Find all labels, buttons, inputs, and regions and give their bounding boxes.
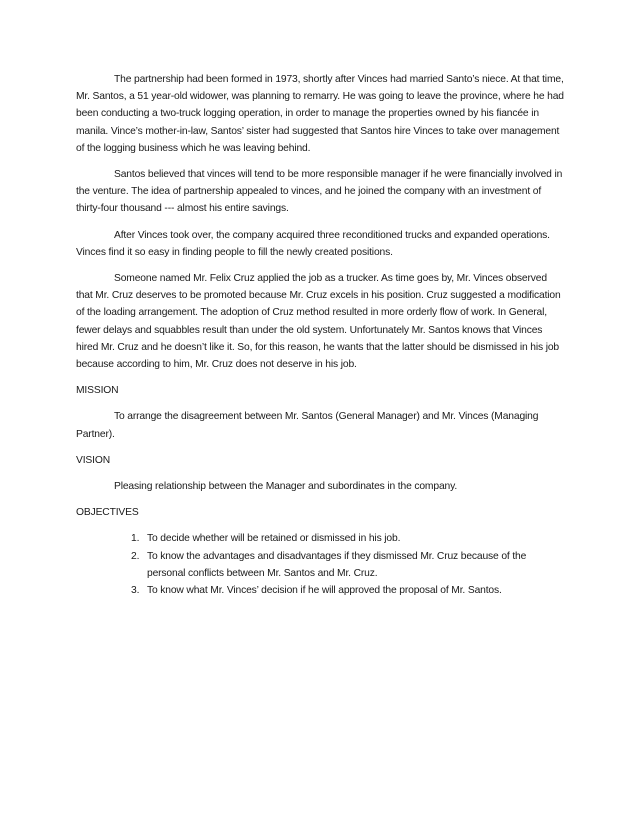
list-item [76, 530, 564, 547]
paragraph-cruz-conflict: Someone named Mr. Felix Cruz applied the job as a trucker. As time goes by, Mr. Vinces observed that Mr. Cruz deserves to be promoted because Mr. Cruz excels in his position. Cruz suggested a modification of the loading arrangement. The adoption of Cruz method resulted in more orderly flow of work. In General, fewer delays and squabbles result than under the old system. Unfortunately Mr. Santos knows that Vinces hired Mr. Cruz and he doesn’t like it. So, for this reason, he wants that the latter should be dismissed in his job because according to him, Mr. Cruz does not deserve in his job. [76, 273, 561, 371]
document-page [76, 71, 564, 599]
list-item-text: To know what Mr. Vinces’ decision if he will approved the proposal of Mr. Santos. [147, 585, 502, 597]
mission-text: To arrange the disagreement between Mr. Santos (General Manager) and Mr. Vinces (Managing Partner). [76, 411, 539, 440]
list-item [76, 582, 564, 599]
vision-heading: VISION [76, 454, 111, 466]
objectives-list [76, 530, 564, 599]
list-item-text: To know the advantages and disadvantages if they dismissed Mr. Cruz because of the personal conflicts between Mr. Santos and Mr. Cruz. [147, 550, 527, 579]
mission-heading: MISSION [76, 385, 119, 397]
list-item-number: 3. [131, 585, 140, 597]
paragraph-company-expansion: After Vinces took over, the company acquired three reconditioned trucks and expanded operations. Vinces find it so easy in finding people to fill the newly created positions. [76, 229, 550, 258]
list-item-number: 1. [131, 533, 140, 545]
list-item-text: To decide whether will be retained or dismissed in his job. [147, 533, 401, 545]
paragraph-santos-belief: Santos believed that vinces will tend to be more responsible manager if he were financially involved in the venture. The idea of partnership appealed to vinces, and he joined the company with an investment of thirty-four thousand --- almost his entire savings. [76, 169, 563, 215]
vision-text: Pleasing relationship between the Manager and subordinates in the company. [114, 481, 458, 493]
list-item [76, 548, 564, 582]
paragraph-partnership-history: The partnership had been formed in 1973, shortly after Vinces had married Santo’s niece. At that time, Mr. Santos, a 51 year-old widower, was planning to remarry. He was going to leave the province, where he had been conducting a two-truck logging operation, in order to manage the properties owned by his fiancée in manila. Vince’s mother-in-law, Santos’ sister had suggested that Santos hire Vinces to take over management of the logging business which he was leaving behind. [76, 74, 564, 154]
objectives-heading: OBJECTIVES [76, 507, 139, 519]
list-item-number: 2. [131, 550, 140, 562]
